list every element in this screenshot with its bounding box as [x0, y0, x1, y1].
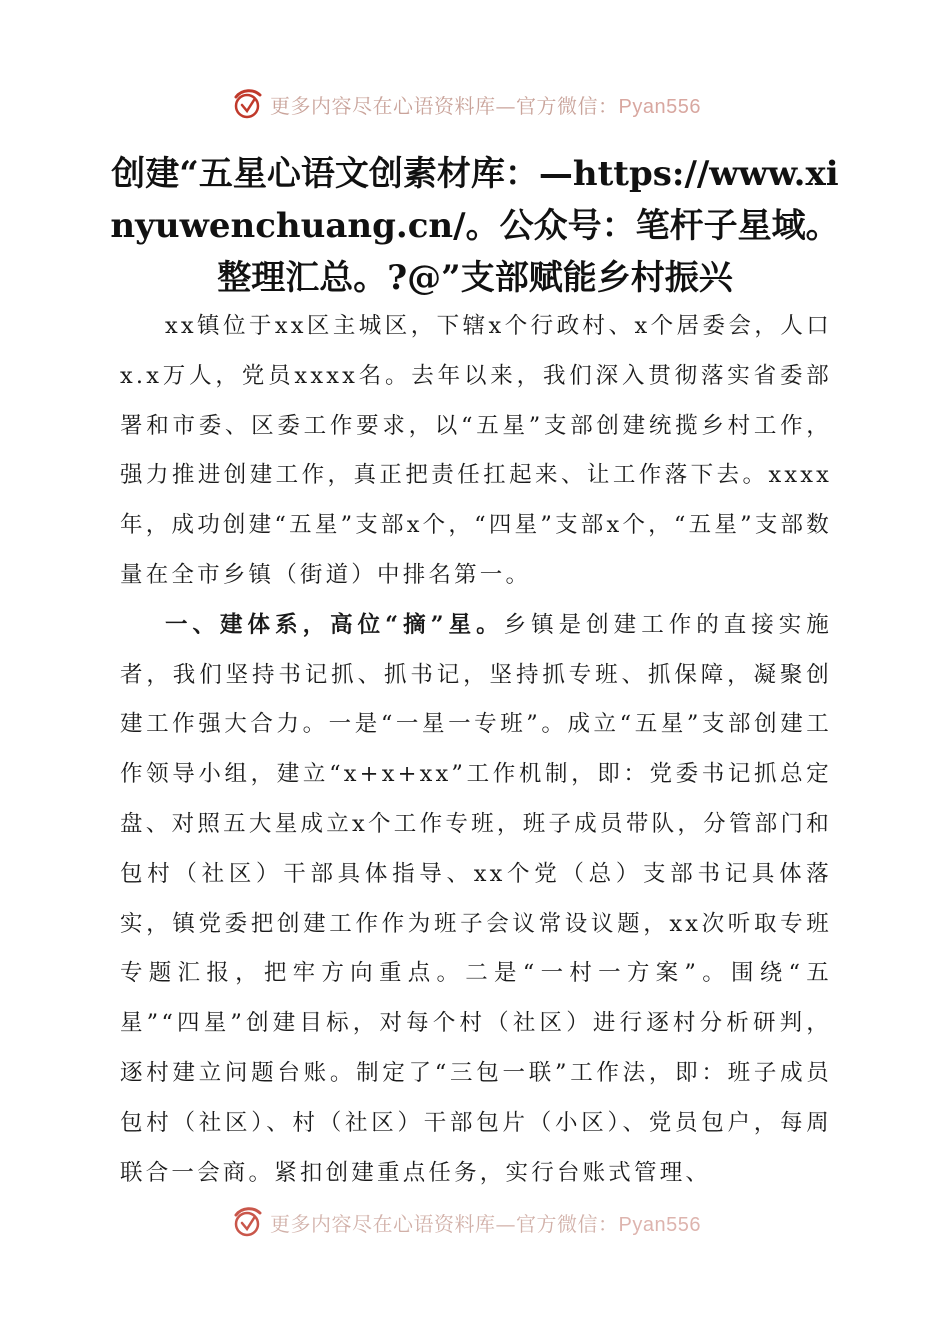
section-1-text: 乡镇是创建工作的直接实施者，我们坚持书记抓、抓书记，坚持抓专班、抓保障，凝聚创建工作强大合力。一是“一星一专班”。成立“五星”支部创建工作领导小组，建立“x+x+xx”工作机制，即：党委书记抓总定盘、对照五大星成立x个工作专班，班子成员带队，分管部门和包村（社区）干部具体指导、xx个党（总）支部书记具体落实，镇党委把创建工作作为班子会议常设议题，xx次听取专班专题汇报，把牢方向重点。二是“一村一方案”。围绕“五星”“四星”创建目标，对每个村（社区）进行逐村分析研判，逐村建立问题台账。制定了“三包一联”工作法，即：班子成员包村（社区）、村（社区）干部包片（小区）、党员包户，每周联合一会商。紧扣创建重点任务，实行台账式管理、	[120, 611, 832, 1186]
header-watermark	[230, 84, 701, 124]
watermark-id-text: Pyan556	[618, 95, 701, 118]
watermark-logo-icon	[230, 87, 264, 121]
paragraph-intro	[120, 302, 832, 601]
document-title: 创建“五星心语文创素材库：—https://www.xinyuwenchuang.cn/。公众号：笔杆子星域。整理汇总。?@”支部赋能乡村振兴	[110, 154, 840, 298]
section-1-heading: 一、建体系，高位“摘”星。	[165, 611, 504, 638]
watermark-text	[270, 90, 701, 119]
document-body	[120, 302, 832, 1198]
watermark-id-text: Pyan556	[618, 1213, 701, 1236]
watermark-text	[270, 1208, 701, 1237]
watermark-cn-text: 更多内容尽在心语资料库—官方微信：	[270, 93, 619, 118]
paragraph-section-1	[120, 601, 832, 1199]
footer-watermark	[230, 1202, 701, 1242]
watermark-cn-text: 更多内容尽在心语资料库—官方微信：	[270, 1211, 619, 1236]
watermark-logo-icon	[230, 1205, 264, 1239]
paragraph-intro-text: xx镇位于xx区主城区，下辖x个行政村、x个居委会，人口x.x万人，党员xxxx名。去年以来，我们深入贯彻落实省委部署和市委、区委工作要求，以“五星”支部创建统揽乡村工作，强力推进创建工作，真正把责任扛起来、让工作落下去。xxxx年，成功创建“五星”支部x个，“四星”支部x个，“五星”支部数量在全市乡镇（街道）中排名第一。	[120, 313, 832, 588]
